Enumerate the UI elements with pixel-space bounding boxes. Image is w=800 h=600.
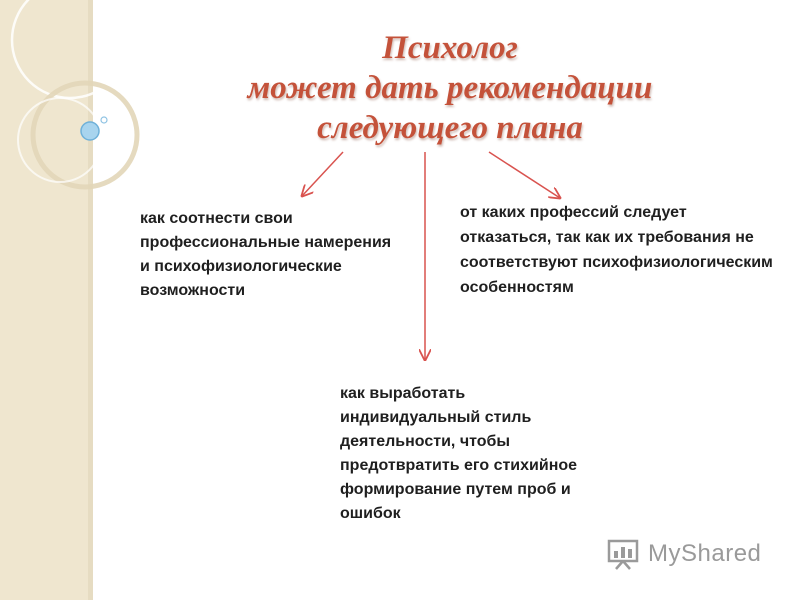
- title-line-3: следующего плана: [317, 110, 583, 146]
- recommendation-bottom: как выработать индивидуальный стиль деятельности, чтобы предотвратить его стихийное формирование путем проб и ошибок: [340, 385, 578, 522]
- recommendation-right: от каких профессий следует отказаться, так как их требования не соответствуют психофизиологическим особенностям: [460, 204, 773, 296]
- arrow-to-right-block: [489, 152, 560, 198]
- title-line-1: Психолог: [382, 30, 518, 66]
- arrow-to-left-block: [302, 152, 343, 196]
- recommendation-left: как соотнести свои профессиональные намерения и психофизиологические возможности: [140, 210, 392, 299]
- watermark: [606, 536, 761, 572]
- watermark-text: MyShared: [648, 540, 762, 567]
- title-line-2: может дать рекомендации: [247, 70, 653, 106]
- presentation-board-icon: [606, 537, 640, 571]
